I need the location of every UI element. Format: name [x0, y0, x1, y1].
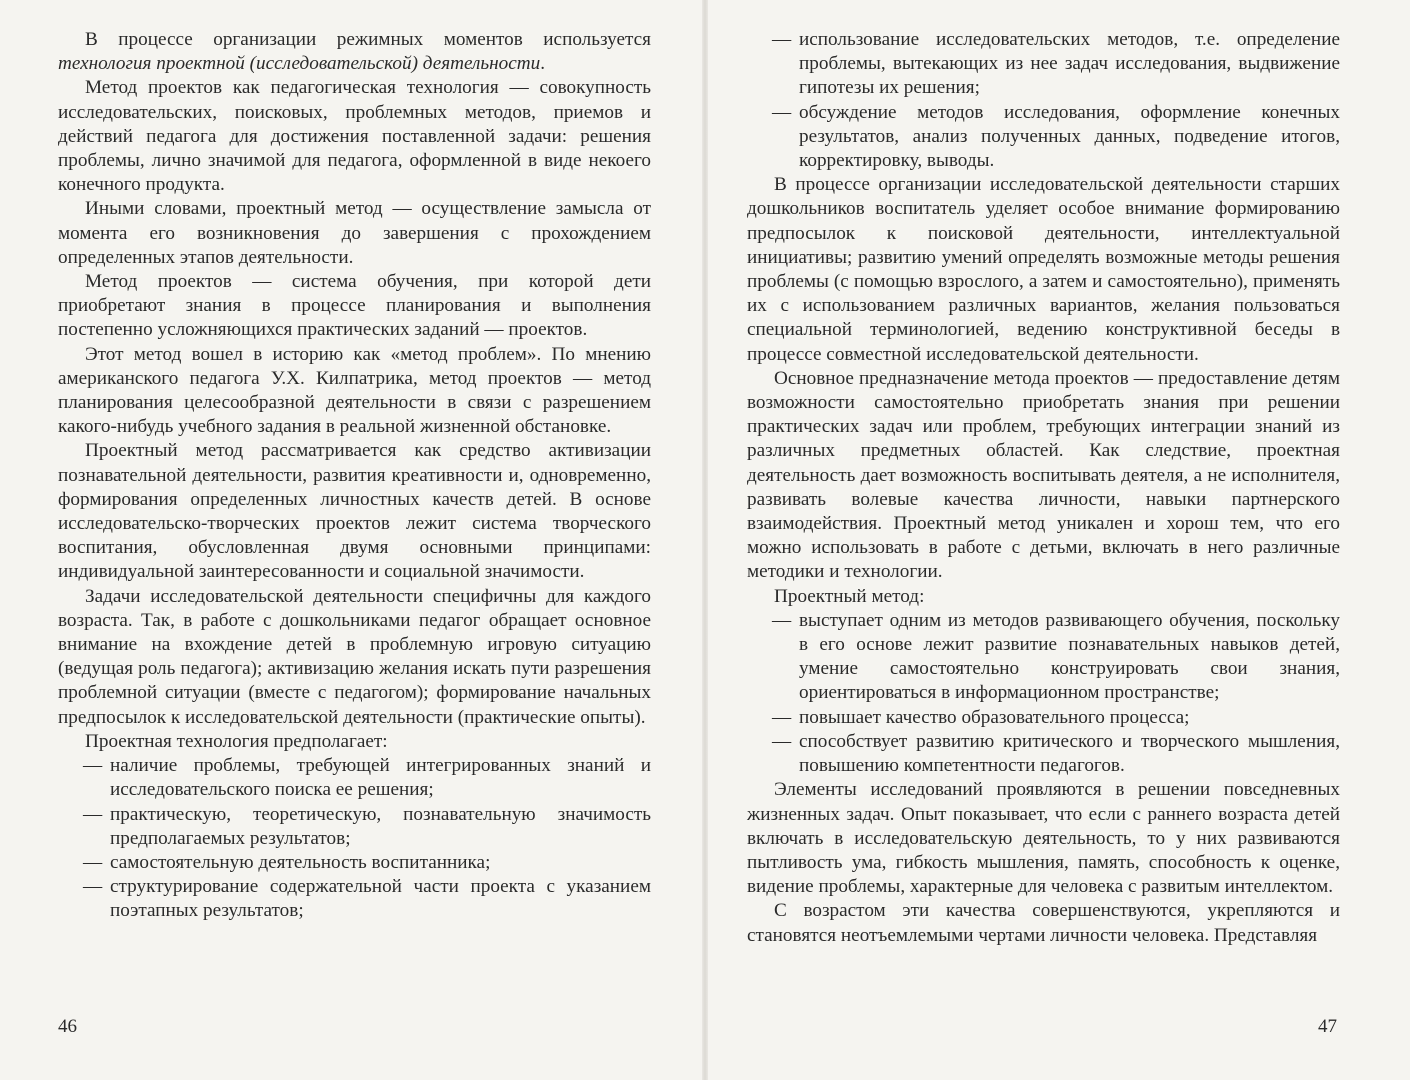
- list-item: — использование исследовательских методов, т.е. определение проблемы, вытекающих из нее задач исследования, выдвижение гипотезы их решения;: [799, 28, 1340, 101]
- list-item: — способствует развитию критического и творческого мышления, повышению компетентности педагогов.: [799, 730, 1340, 778]
- left-paragraph-8: Проектная технология предполагает:: [85, 730, 388, 752]
- right-page: [747, 28, 1340, 948]
- left-paragraph-1-end: .: [540, 53, 546, 75]
- left-paragraph-4: Метод проектов — система обучения, при которой дети приобретают знания в процессе планирования и выполнения постепенно усложняющихся практических заданий — проектов.: [58, 271, 651, 341]
- list-item: — обсуждение методов исследования, оформление конечных результатов, анализ полученных данных, подведение итогов, корректировку, выводы.: [799, 101, 1340, 174]
- right-paragraph-5: С возрастом эти качества совершенствуются, укрепляются и становятся неотъемлемыми чертами личности человека. Представляя: [747, 900, 1340, 946]
- left-page-number: 46: [58, 1016, 77, 1037]
- left-paragraph-5: Этот метод вошел в историю как «метод проблем». По мнению американского педагога У.Х. Килпатрика, метод проектов — метод планирования целесообразной деятельности в связи с разрешением какого-нибудь учебного задания в реальной жизненной обстановке.: [58, 343, 651, 438]
- left-paragraph-1-text: В процессе организации режимных моментов используется: [85, 29, 651, 50]
- left-paragraph-3: Иными словами, проектный метод — осуществление замысла от момента его возникновения до завершения с прохождением определенных этапов деятельности.: [58, 198, 651, 268]
- list-item: — повышает качество образовательного процесса;: [799, 706, 1340, 730]
- left-paragraph-2: Метод проектов как педагогическая технология — совокупность исследовательских, поисковых, проблемных методов, приемов и действий педагога для достижения поставленной задачи: решения проблемы, лично значимой для педагога, оформленной в виде некоего конечного продукта.: [58, 77, 651, 196]
- right-paragraph-3: Проектный метод:: [774, 585, 925, 607]
- book-gutter: [702, 0, 708, 1080]
- list-item: — практическую, теоретическую, познавательную значимость предполагаемых результатов;: [110, 803, 651, 851]
- right-paragraph-1: В процессе организации исследовательской деятельности старших дошкольников воспитатель уделяет особое внимание формированию предпосылок к поисковой деятельности, интеллектуальной инициативы; развитию умений определять возможные методы решения проблемы (с помощью взрослого, а затем и самостоятельно), применять их с использованием различных вариантов, желания пользоваться специальной терминологией, ведению конструктивной беседы в процессе совместной исследовательской деятельности.: [747, 174, 1340, 365]
- list-item: — наличие проблемы, требующей интегрированных знаний и исследовательского поиска ее решения;: [110, 754, 651, 802]
- left-paragraph-6: Проектный метод рассматривается как средство активизации познавательной деятельности, развития креативности и, одновременно, формирования определенных личностных качеств детей. В основе исследовательско-творческих проектов лежит система творческого воспитания, обусловленная двумя основными принципами: индивидуальной заинтересованности и социальной значимости.: [58, 440, 651, 583]
- list-item: — выступает одним из методов развивающего обучения, поскольку в его основе лежит развитие познавательных навыков детей, умение самостоятельно конструировать свои знания, ориентироваться в информационном пространстве;: [799, 609, 1340, 706]
- left-paragraph-7: Задачи исследовательской деятельности специфичны для каждого возраста. Так, в работе с дошкольниками педагог обращает основное внимание на вхождение детей в проблемную игровую ситуацию (ведущая роль педагога); активизацию желания искать пути разрешения проблемной ситуации (вместе с педагогом); формирование начальных предпосылок к исследовательской деятельности (практические опыты).: [58, 585, 651, 728]
- left-dash-list: [58, 754, 651, 923]
- right-paragraph-2: Основное предназначение метода проектов — предоставление детям возможности самостоятельно приобретать знания при решении практических задач или проблем, требующих интеграции знаний из различных предметных областей. Как следствие, проектная деятельность дает возможность воспитывать деятеля, а не исполнителя, развивать волевые качества личности, навыки партнерского взаимодействия. Проектный метод уникален и хорош тем, что его можно использовать в работе с детьми, включать в него различные методики и технологии.: [747, 367, 1340, 583]
- list-item: — самостоятельную деятельность воспитанника;: [110, 851, 651, 875]
- left-paragraph-1-italic: технология проектной (исследовательской) деятельности: [58, 53, 541, 75]
- right-top-dash-list: [747, 28, 1340, 173]
- left-paragraph-1: [58, 28, 651, 76]
- right-mid-dash-list: [747, 609, 1340, 778]
- left-page: [58, 28, 651, 924]
- list-item: — структурирование содержательной части проекта с указанием поэтапных результатов;: [110, 875, 651, 923]
- right-page-number: 47: [1318, 1016, 1337, 1037]
- right-paragraph-4: Элементы исследований проявляются в решении повседневных жизненных задач. Опыт показывает, что если с раннего возраста детей включать в исследовательскую деятельность, то у них развиваются пытливость ума, гибкость мышления, память, способность к оценке, видение проблемы, характерные для человека с развитым интеллектом.: [747, 779, 1340, 898]
